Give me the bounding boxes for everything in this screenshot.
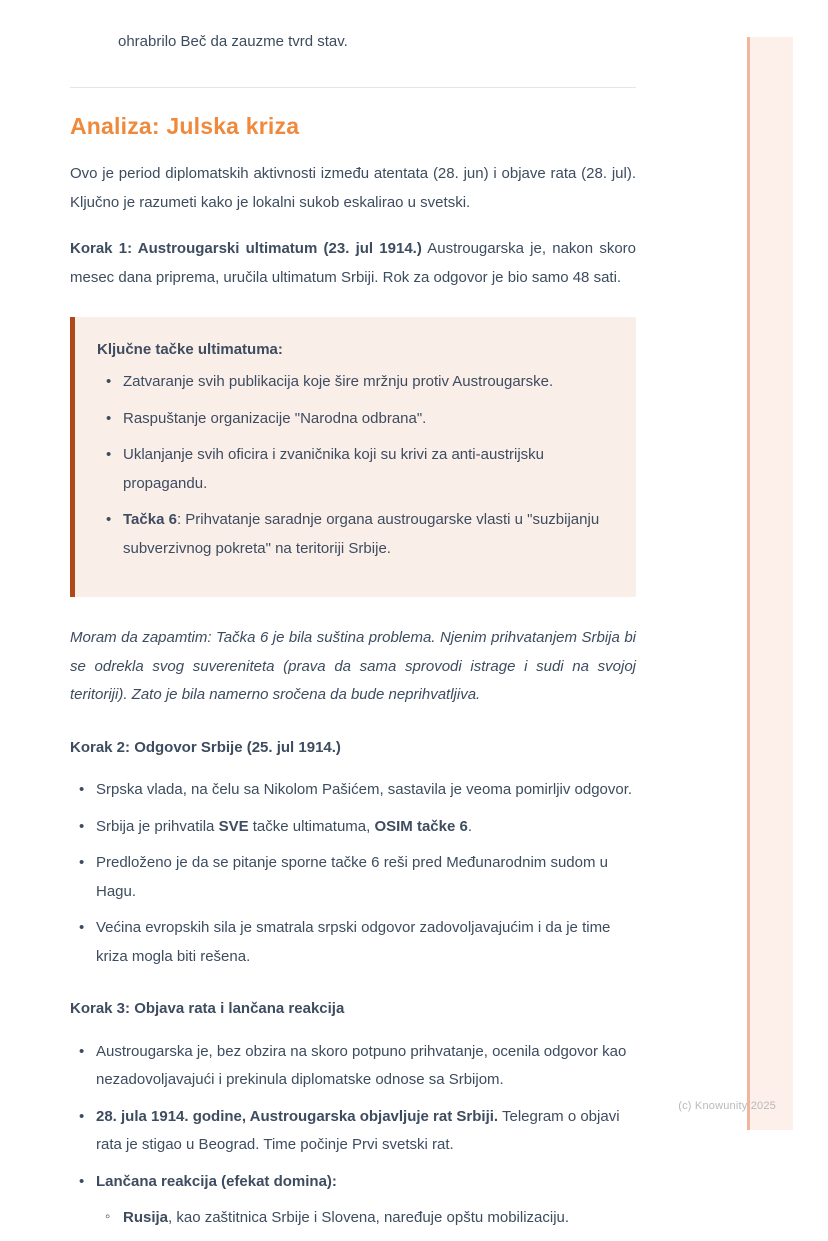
list-item [97,441,610,498]
step2-list [70,776,636,971]
callout-bullet-4-text: : Prihvatanje saradnje organa austrougarske vlasti u "suzbijanju subverzivnog pokreta" na teritoriji Srbije. [123,511,600,557]
callout-title: Ključne tačke ultimatuma: [97,341,283,358]
page-edge-strip [747,37,793,1130]
step3-bullet-1: Austrougarska je, bez obzira na skoro potpuno prihvatanje, ocenila odgovor kao nezadovoljavajući i prekinula diplomatske odnose sa Srbijom. [96,1042,627,1088]
chain-reaction-sublist [96,1204,636,1233]
callout-list [97,368,610,563]
callout-bullet-1: Zatvaranje svih publikacija koje šire mržnju protiv Austrougarske. [123,373,554,390]
list-item [70,813,636,842]
step2-bullet-2-bold-osim: OSIM tačke 6 [374,817,468,835]
list-item [70,849,636,906]
step3-bullet-2-bold: 28. jula 1914. godine, Austrougarska objavljuje rat Srbiji. [96,1107,499,1125]
list-item [70,1168,636,1233]
step2-bullet-1: Srpska vlada, na čelu sa Nikolom Pašićem, sastavila je veoma pomirljiv odgovor. [96,781,633,798]
list-item [70,1038,636,1095]
step3-heading: Korak 3: Objava rata i lančana reakcija [70,1000,345,1017]
personal-note: Moram da zapamtim: Tačka 6 je bila suština problema. Njenim prihvatanjem Srbija bi se odrekla svog suvereniteta (prava da sama sprovodi istrage i sudi na svojoj teritoriji). Zato je bila namerno sročena da bude neprihvatljiva. [70,629,636,703]
step2-bullet-2-post: . [467,817,473,835]
document-content [70,28,636,1241]
copyright-footer: (c) Knowunity 2025 [678,1100,776,1112]
step1-title: Korak 1: Austrougarski ultimatum (23. jul 1914.) [70,240,422,257]
sublist-item [96,1204,636,1233]
list-item [97,506,610,563]
step3-bullet-3-bold: Lančana reakcija (efekat domina): [96,1172,337,1190]
section-divider [70,87,636,88]
continuation-text: ohrabrilo Beč da zauzme tvrd stav. [118,33,348,50]
step2-bullet-2-bold-sve: SVE [218,817,249,835]
callout-bullet-2: Raspuštanje organizacije "Narodna odbrana". [123,409,427,427]
step2-heading: Korak 2: Odgovor Srbije (25. jul 1914.) [70,738,341,756]
section-heading: Analiza: Julska kriza [70,113,300,139]
list-item [70,1103,636,1160]
step2-bullet-3: Predloženo je da se pitanje sporne tačke 6 reši pred Međunarodnim sudom u Hagu. [96,854,608,900]
step2-bullet-4: Većina evropskih sila je smatrala srpski odgovor zadovoljavajućim i da je time kriza mogla biti rešena. [96,919,611,965]
step3-bullet-2-text: Telegram o objavi rata je stigao u Beograd. Time počinje Prvi svetski rat. [96,1107,620,1153]
list-item [70,914,636,971]
step1-text: Austrougarska je, nakon skoro mesec dana priprema, uručila ultimatum Srbiji. Rok za odgovor je bio samo 48 sati. [70,240,636,286]
step2-bullet-2-mid: tačke ultimatuma, [248,817,375,835]
sub-bullet-russia-bold: Rusija [123,1209,169,1226]
step1-paragraph [70,235,636,292]
list-item [97,368,610,397]
step3-list [70,1038,636,1233]
callout-bullet-3: Uklanjanje svih oficira i zvaničnika koji su krivi za anti-austrijsku propagandu. [123,446,544,492]
step2-bullet-2-pre: Srbija je prihvatila [96,817,219,835]
callout-bullet-4-bold: Tačka 6 [123,511,177,528]
list-item [97,405,610,434]
intro-paragraph: Ovo je period diplomatskih aktivnosti između atentata (28. jun) i objave rata (28. jul). Ključno je razumeti kako je lokalni sukob eskalirao u svetski. [70,165,636,211]
callout-box [70,317,636,597]
list-item [70,776,636,805]
sub-bullet-russia-text: , kao zaštitnica Srbije i Slovena, naređuje opštu mobilizaciju. [168,1209,570,1226]
